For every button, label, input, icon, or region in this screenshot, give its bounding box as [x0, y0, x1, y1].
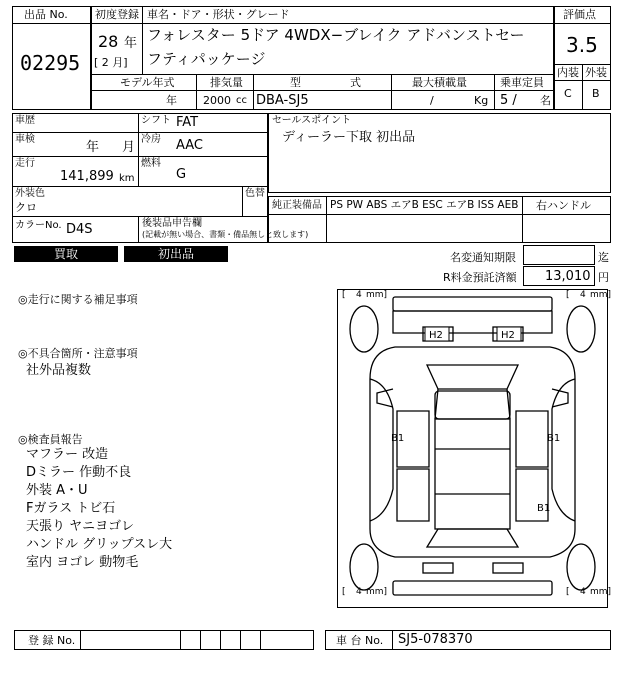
grade-label: 評価点: [563, 8, 596, 21]
model-year-unit: 年: [166, 94, 177, 107]
capacity-value: 5 /: [500, 93, 517, 108]
mileage-value: 141,899: [60, 169, 114, 184]
shift-label: シフト: [141, 115, 171, 126]
first-reg-year: 28: [98, 32, 119, 51]
svg-text:mm]: mm]: [366, 587, 388, 597]
name-change-box: [523, 245, 595, 265]
displacement: 2000: [203, 94, 231, 107]
tire-depth-rl: 4: [356, 587, 362, 597]
aftermarket-label: 後装品申告欄: [142, 218, 202, 229]
inspector-line: 室内 ヨゴレ 動物毛: [26, 555, 139, 570]
svg-text:mm]: mm]: [590, 290, 612, 300]
inspector-line: マフラー 改造: [26, 447, 109, 462]
name-change-label: 名変通知期限: [450, 251, 516, 264]
svg-text:[: [: [566, 290, 570, 300]
car-diagram: [337, 289, 612, 608]
type-value: DBA-SJ5: [256, 93, 309, 108]
displacement-unit: cc: [236, 95, 247, 106]
car-name-line2: フティパッケージ: [147, 50, 266, 68]
steering: 右ハンドル: [536, 199, 591, 212]
inspection-year-unit: 年: [86, 140, 100, 155]
tire-depth-fr: 4: [580, 290, 586, 300]
damage-mark-b1-rear: B1: [537, 503, 551, 514]
lot-no: 02295: [20, 51, 81, 75]
recycle-value: 13,010: [545, 269, 591, 284]
buy-tag: 買取: [14, 246, 118, 262]
inspector-line: 外装 A・U: [26, 483, 88, 498]
genuine-label: 純正装備品: [272, 200, 322, 211]
inspector-line: 天張り ヤニヨゴレ: [26, 519, 135, 534]
name-change-unit: 迄: [598, 251, 609, 264]
max-load-slash: /: [430, 94, 434, 107]
interior-grade: C: [564, 87, 572, 100]
inspection-month-unit: 月: [122, 140, 136, 155]
ac-value: AAC: [176, 138, 203, 153]
svg-text:[: [: [342, 587, 346, 597]
aftermarket-note: (記載が無い場合、書類・備品無しと致します): [142, 230, 309, 239]
genuine-items: PS PW ABS エアB ESC エアB ISS AEB: [330, 199, 519, 211]
ac-label: 冷房: [141, 134, 161, 145]
first-reg-year-unit: 年: [124, 36, 138, 51]
mileage-unit: km: [119, 173, 135, 184]
damage-mark-b1-left: B1: [391, 433, 405, 444]
ext-color-value: クロ: [15, 201, 37, 214]
shift-value: FAT: [176, 115, 199, 130]
exterior-label: 外装: [585, 66, 607, 79]
tire-depth-fl: 4: [356, 290, 362, 300]
inspector-header: ◎検査員報告: [18, 433, 83, 446]
grade-value: 3.5: [566, 33, 598, 57]
exterior-grade: B: [592, 87, 600, 100]
inspection-label: 車検: [15, 134, 35, 145]
max-load-label: 最大積載量: [412, 76, 467, 89]
inspector-line: Dミラー 作動不良: [26, 465, 132, 480]
inspector-line: Fガラス トビ石: [26, 501, 116, 516]
tire-depth-rr: 4: [580, 587, 586, 597]
sales-point-text: ディーラー下取 初出品: [282, 130, 416, 145]
displacement-label: 排気量: [210, 76, 243, 89]
recycle-unit: 円: [598, 271, 609, 284]
svg-text:mm]: mm]: [590, 587, 612, 597]
recolor-label: 色替: [245, 188, 265, 199]
max-load-unit: Kg: [474, 94, 489, 107]
model-year-label: モデル年式: [120, 76, 175, 89]
capacity-unit: 名: [540, 94, 551, 107]
capacity-label: 乗車定員: [500, 76, 544, 89]
first-reg-month: [ 2 月]: [94, 56, 128, 69]
defects-header: ◎不具合箇所・注意事項: [18, 347, 138, 360]
ext-color-label: 外装色: [15, 188, 45, 199]
damage-mark-h2-right: H2: [501, 330, 515, 341]
sales-point-label: セールスポイント: [272, 115, 352, 126]
car-name-line1: フォレスター 5ドア 4WDX−ブレイク アドバンストセー: [147, 26, 525, 44]
recycle-label: R料金預託済額: [443, 271, 517, 284]
damage-mark-b1-right: B1: [547, 433, 561, 444]
defects-text: 社外品複数: [26, 363, 92, 378]
fuel-value: G: [176, 167, 187, 182]
reg-no-label: 登 録 No.: [28, 634, 76, 647]
inspector-line: ハンドル グリップスレ大: [26, 537, 173, 552]
interior-label: 内装: [557, 66, 579, 79]
damage-mark-h2-left: H2: [429, 330, 443, 341]
first-listing-tag: 初出品: [124, 246, 228, 262]
svg-text:[: [: [566, 587, 570, 597]
lot-no-label: 出品 No.: [24, 8, 68, 21]
car-name-label: 車名・ドア・形状・グレード: [147, 8, 290, 21]
fuel-label: 燃料: [141, 158, 161, 169]
type-label2: 式: [350, 76, 361, 89]
color-no-label: カラーNo.: [15, 220, 62, 231]
color-no-value: D4S: [66, 222, 93, 237]
chassis-label: 車 台 No.: [336, 634, 384, 647]
mileage-label: 走行: [15, 158, 35, 169]
chassis-value: SJ5-078370: [398, 632, 473, 647]
type-label: 型: [290, 76, 301, 89]
driving-notes-header: ◎走行に関する補足事項: [18, 293, 138, 306]
svg-text:mm]: mm]: [366, 290, 388, 300]
history-label: 車歴: [15, 115, 35, 126]
svg-text:[: [: [342, 290, 346, 300]
first-reg-label: 初度登録: [95, 8, 139, 21]
